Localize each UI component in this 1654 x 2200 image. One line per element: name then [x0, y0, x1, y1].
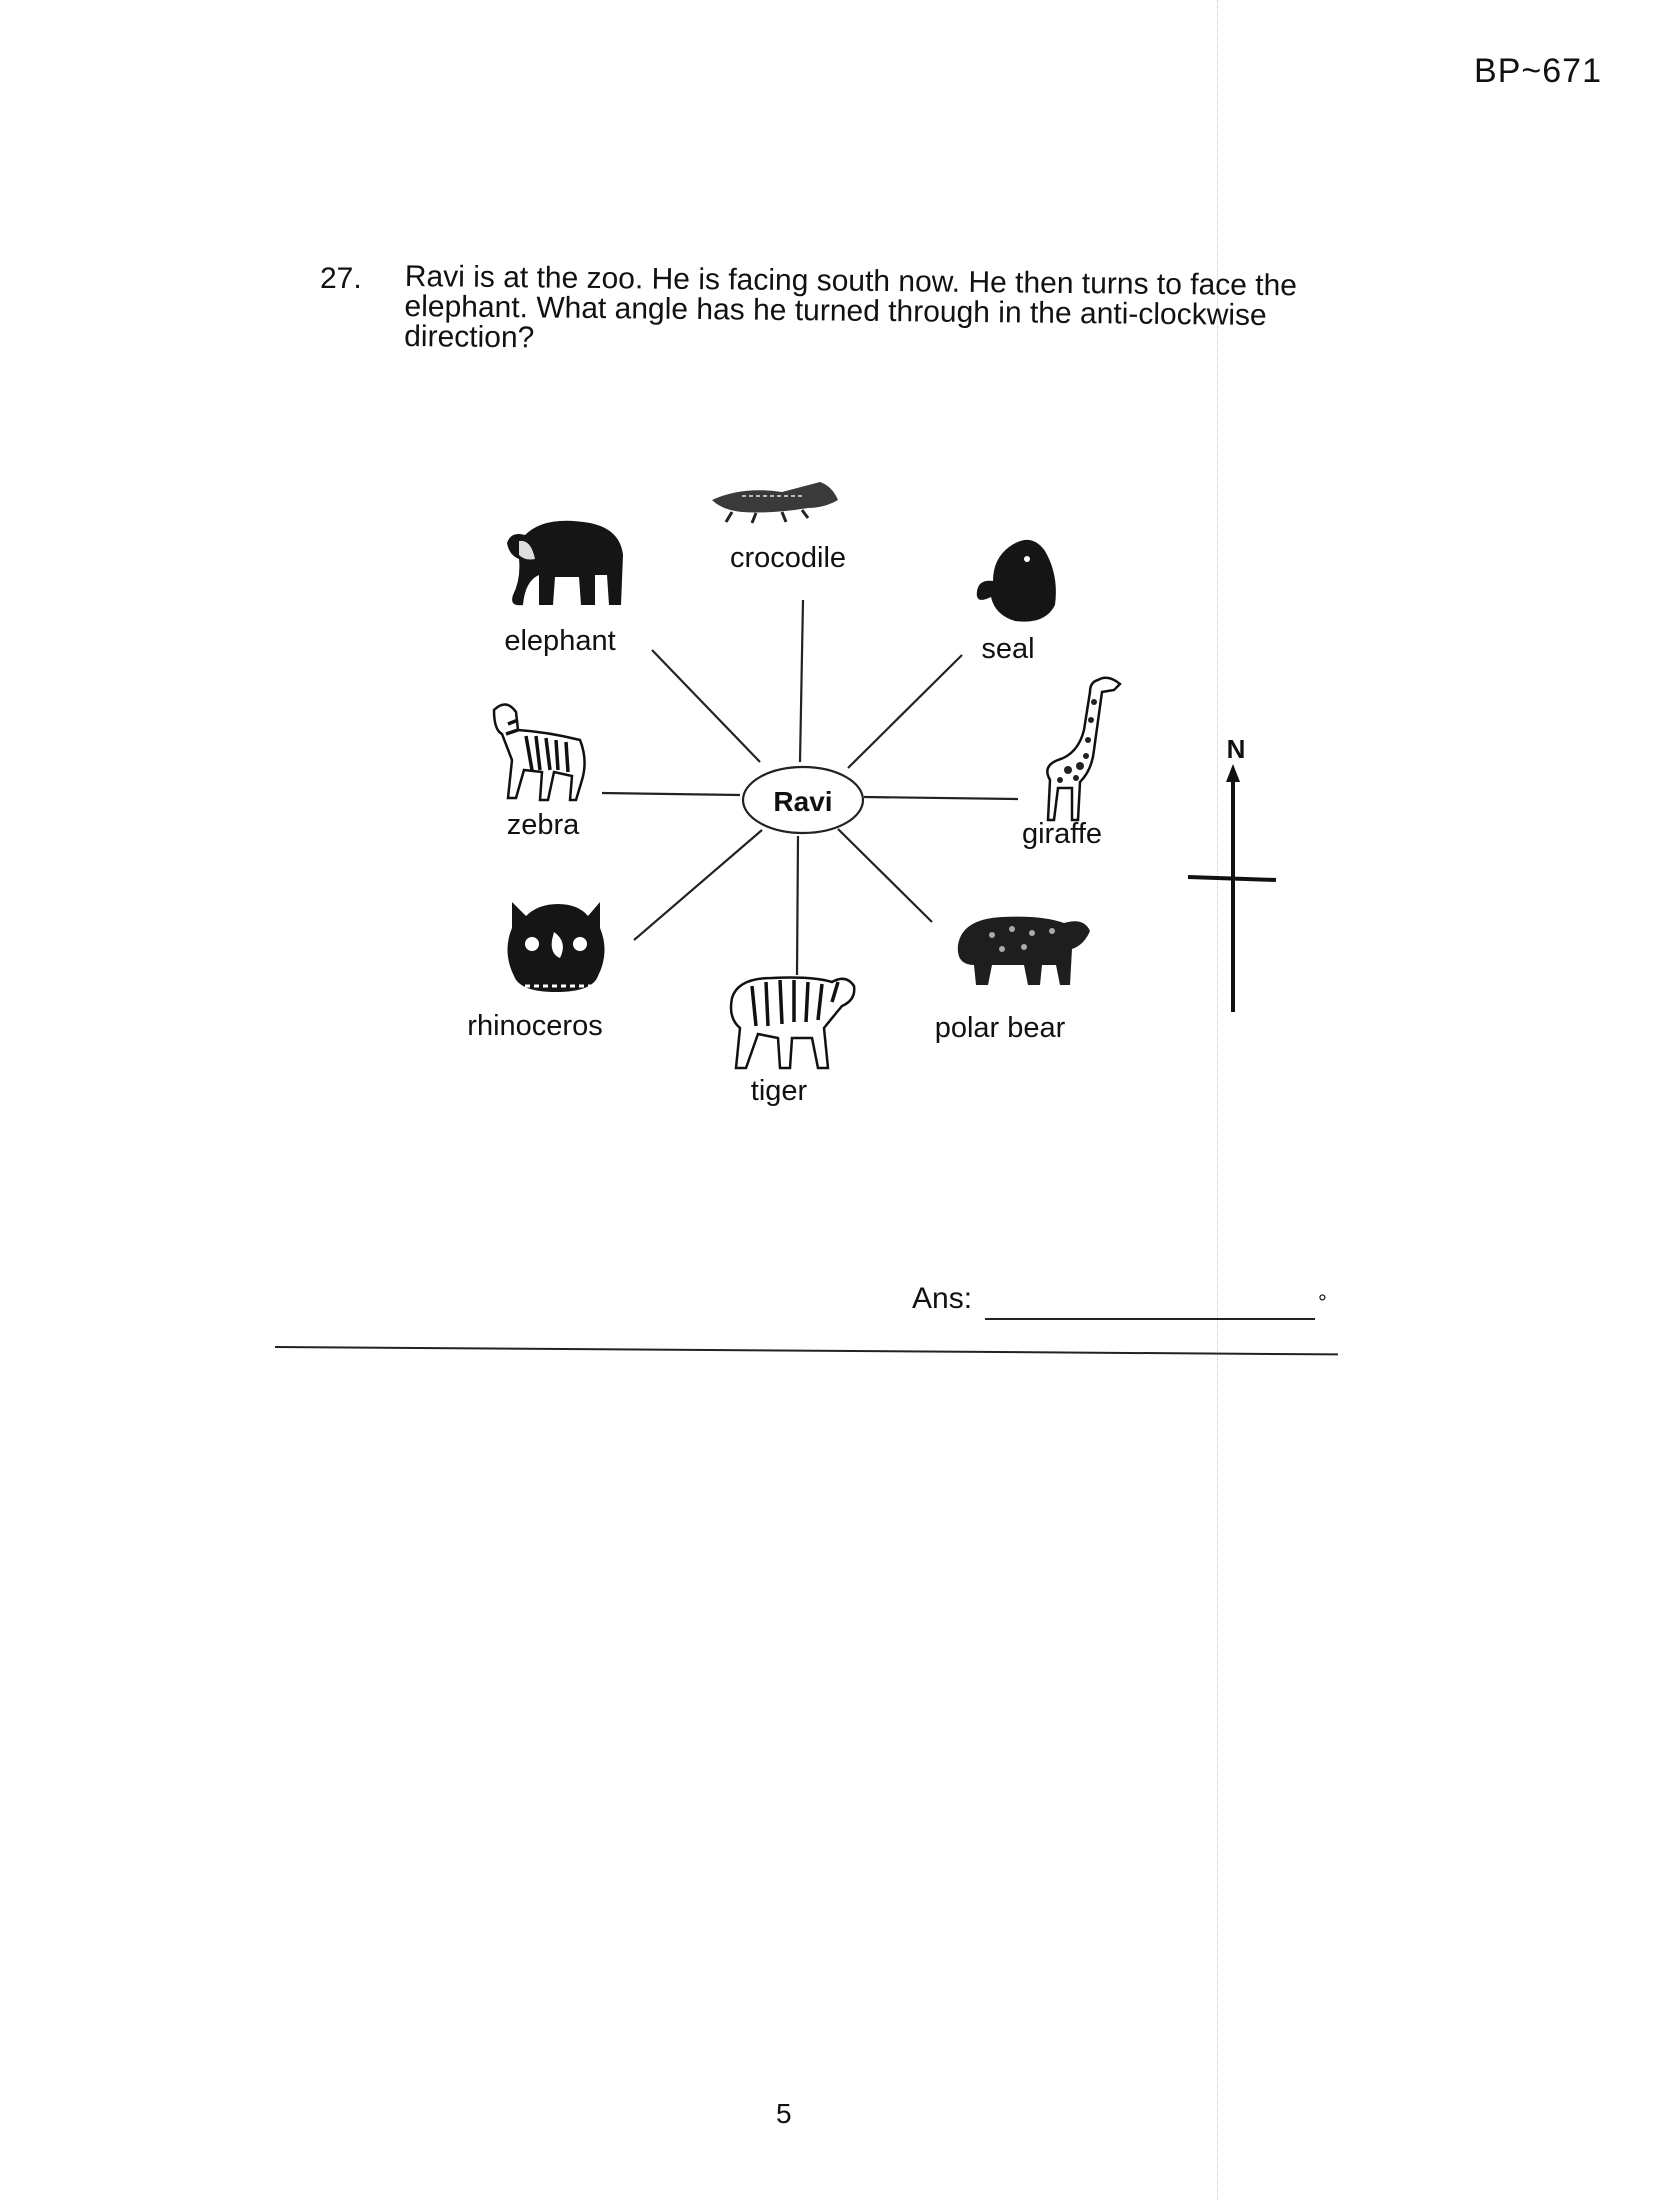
zebra-icon — [494, 704, 585, 800]
line-west — [602, 793, 740, 795]
seal-icon — [977, 540, 1056, 622]
zebra-label: zebra — [506, 809, 580, 841]
polar-bear-label: polar bear — [934, 1012, 1066, 1044]
line-east — [864, 797, 1018, 799]
line-north — [800, 600, 803, 762]
answer-label: Ans: — [912, 1282, 973, 1315]
line-southwest — [634, 830, 762, 940]
tiger-icon — [731, 978, 854, 1069]
crocodile-icon — [712, 482, 838, 523]
rhinoceros-label: rhinoceros — [467, 1010, 603, 1042]
tiger-label: tiger — [750, 1075, 808, 1107]
ravi-label: Ravi — [773, 786, 833, 817]
line-south — [797, 836, 798, 975]
compass-arrow-icon — [1226, 764, 1240, 782]
degree-unit: ° — [1318, 1290, 1327, 1315]
compass — [1188, 775, 1276, 1012]
paper-code: BP~671 — [1474, 52, 1602, 90]
line-southeast — [838, 829, 932, 922]
polar-bear-icon — [958, 917, 1090, 985]
page-number: 5 — [776, 2098, 792, 2129]
question-number: 27. — [320, 262, 362, 295]
rhinoceros-icon — [507, 902, 604, 992]
seal-label: seal — [981, 633, 1035, 665]
giraffe-label: giraffe — [1021, 818, 1103, 850]
elephant-label: elephant — [504, 625, 616, 657]
crocodile-label: crocodile — [729, 542, 847, 574]
line-northeast — [848, 655, 962, 768]
compass-ew-line — [1188, 877, 1276, 880]
compass-north-label: N — [1226, 734, 1246, 764]
answer-blank[interactable] — [985, 1318, 1315, 1320]
giraffe-icon — [1047, 678, 1120, 820]
line-northwest — [652, 650, 760, 762]
elephant-icon — [507, 521, 623, 606]
question-text: Ravi is at the zoo. He is facing south now. He then turns to face the elephant. What angle has he turned through in the anti-clockwise direction? — [404, 260, 1298, 355]
